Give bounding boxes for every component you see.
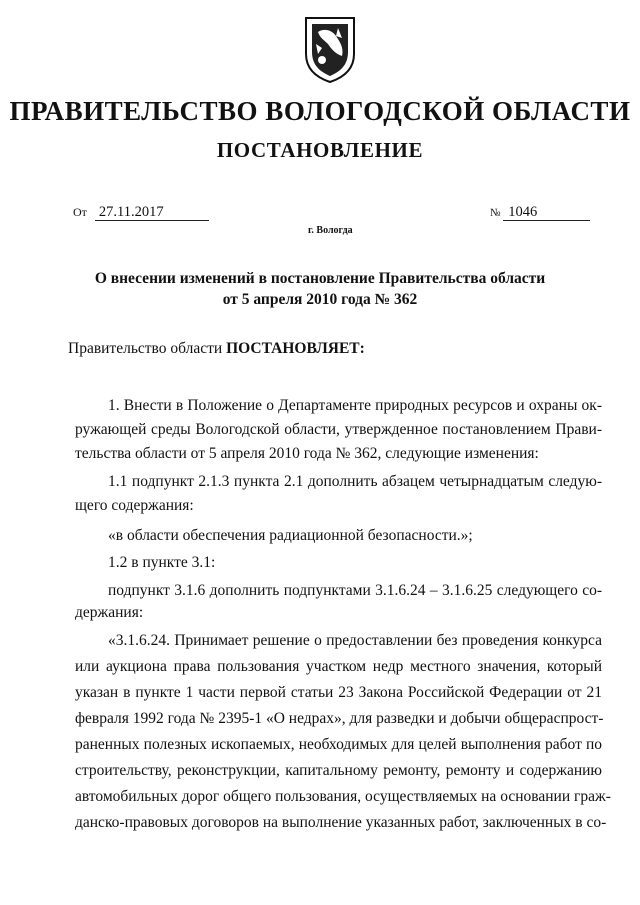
- body-line: держания:: [75, 604, 144, 621]
- body-line: «3.1.6.24. Принимает решение о предоставлении без проведения конкурса: [108, 632, 602, 649]
- decree-prefix: Правительство области: [68, 340, 227, 357]
- date-label: От: [73, 205, 87, 219]
- body-line: указан в пункте 1 части первой статьи 23 Закона Российской Федерации от 21: [75, 684, 602, 701]
- decree-verb: ПОСТАНОВЛЯЕТ:: [226, 340, 365, 357]
- body-line: подпункт 3.1.6 дополнить подпунктами 3.1.6.24 – 3.1.6.25 следующего со-: [108, 582, 602, 599]
- body-line: ружающей среды Вологодской области, утвержденное постановлением Прави-: [75, 421, 602, 438]
- subject-line-1: О внесении изменений в постановление Правительства области: [94, 270, 546, 287]
- body-line: раненных полезных ископаемых, необходимых для целей выполнения работ по: [75, 736, 602, 753]
- document-type: ПОСТАНОВЛЕНИЕ: [216, 138, 424, 162]
- body-line: тельства области от 5 апреля 2010 года № 362, следующие изменения:: [75, 445, 539, 462]
- body-line: 1.1 подпункт 2.1.3 пункта 2.1 дополнить абзацем четырнадцатым следую-: [108, 473, 602, 490]
- body-line: 1. Внести в Положение о Департаменте природных ресурсов и охраны ок-: [108, 397, 602, 414]
- subject-line-2: от 5 апреля 2010 года № 362: [222, 291, 418, 308]
- body-line: строительству, реконструкции, капитальному ремонту, ремонту и содержанию: [75, 762, 602, 779]
- body-line: 1.2 в пункте 3.1:: [108, 554, 216, 571]
- body-line: или аукциона права пользования участком недр местного значения, который: [75, 658, 602, 675]
- city: г. Вологда: [308, 225, 353, 236]
- document-date: 27.11.2017: [95, 205, 209, 221]
- number-line: [490, 205, 590, 221]
- decree-line: [68, 340, 365, 358]
- body-line: автомобильных дорог общего пользования, осуществляемых на основании граж-: [75, 788, 611, 805]
- body-line: данско-правовых договоров на выполнение указанных работ, заключенных в со-: [75, 814, 607, 831]
- document-number: 1046: [503, 205, 590, 221]
- document-subject: [0, 268, 640, 310]
- body-line: щего содержания:: [75, 497, 194, 514]
- government-title: ПРАВИТЕЛЬСТВО ВОЛОГОДСКОЙ ОБЛАСТИ: [9, 96, 631, 126]
- body-line: «в области обеспечения радиационной безопасности.»;: [108, 527, 473, 544]
- coat-of-arms-icon: [302, 14, 358, 84]
- number-label: №: [490, 207, 501, 219]
- body-line: февраля 1992 года № 2395-1 «О недрах», для разведки и добычи общераспрост-: [75, 710, 604, 727]
- date-line: [73, 205, 209, 221]
